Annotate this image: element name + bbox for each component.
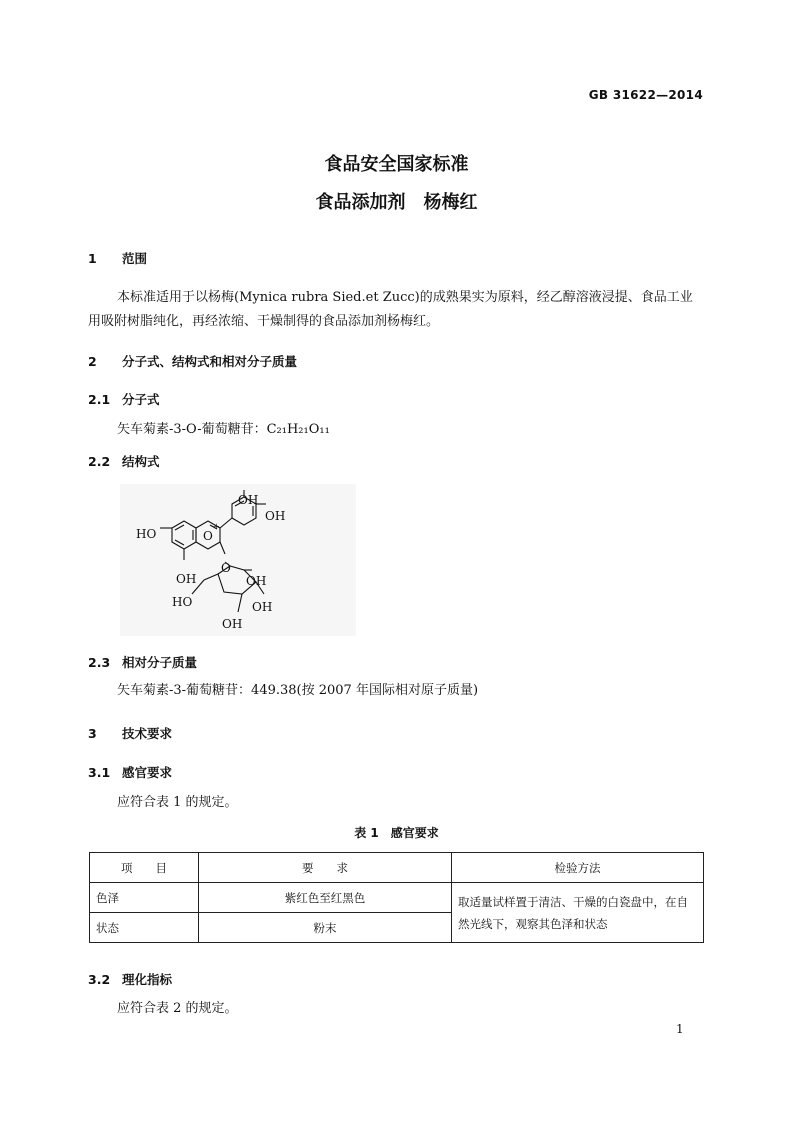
section-title: 分子式: [122, 392, 160, 407]
section-2-1-heading: [88, 390, 160, 408]
document-subtitle: 食品添加剂 杨梅红: [315, 192, 478, 213]
section-number: 3.1: [88, 765, 111, 780]
label-plus: +: [213, 522, 220, 531]
standard-number: GB 31622—2014: [588, 88, 703, 102]
label-oh-sugar-2: OH: [252, 600, 273, 614]
sensory-requirements-table: [89, 852, 704, 943]
section-2-3-heading: [88, 653, 197, 671]
section-title: 感官要求: [122, 765, 173, 780]
label-ho-sugar: HO: [172, 595, 193, 609]
column-header-requirement: 要 求: [199, 853, 452, 883]
section-number: 3.2: [88, 972, 111, 987]
section-number: 1: [88, 251, 97, 266]
section-title: 技术要求: [122, 726, 173, 741]
cell-item: 状态: [90, 913, 199, 943]
table-row: [90, 883, 704, 913]
section-number: 3: [88, 726, 97, 741]
section-title: 范围: [122, 251, 148, 266]
label-oh-sugar-1: OH: [246, 574, 267, 588]
section-3-1-text: 应符合表 1 的规定。: [117, 795, 238, 810]
document-title: 食品安全国家标准: [324, 154, 469, 175]
cell-item: 色泽: [90, 883, 199, 913]
label-oh-bottom: OH: [176, 572, 197, 586]
table-1-caption: 表 1 感官要求: [354, 826, 439, 840]
label-o-ring: O: [203, 529, 213, 543]
cell-requirement: 粉末: [199, 913, 452, 943]
section-number: 2: [88, 354, 97, 369]
section-2-heading: [88, 352, 297, 370]
section-2-2-heading: [88, 452, 160, 470]
label-oh-sugar-3: OH: [222, 617, 243, 631]
section-1-text: 本标准适用于以杨梅(Mynica rubra Sied.et Zucc)的成熟果实为原料，经乙醇溶液浸提、食品工业用吸附树脂纯化，再经浓缩、干燥制得的食品添加剂杨梅红。: [88, 290, 693, 329]
column-header-item: 项 目: [90, 853, 199, 883]
section-number: 2.2: [88, 454, 111, 469]
section-title: 分子式、结构式和相对分子质量: [122, 354, 298, 369]
cell-requirement: 紫红色至红黑色: [199, 883, 452, 913]
section-3-2-heading: [88, 970, 172, 988]
section-1-heading: [88, 249, 147, 267]
molecular-mass: 矢车菊素-3-葡萄糖苷：449.38(按 2007 年国际相对原子质量): [117, 683, 479, 698]
label-ho-left: HO: [136, 527, 157, 541]
section-number: 2.3: [88, 655, 111, 670]
structural-formula: [120, 484, 356, 636]
cell-method: 取适量试样置于清洁、干燥的白瓷盘中，在自然光线下，观察其色泽和状态: [452, 883, 704, 943]
label-o-glycoside: O: [221, 561, 231, 575]
section-3-2-text: 应符合表 2 的规定。: [117, 1001, 238, 1016]
structural-formula-drawing: [120, 484, 356, 636]
section-title: 理化指标: [122, 972, 173, 987]
section-title: 相对分子质量: [122, 655, 198, 670]
section-3-1-heading: [88, 763, 172, 781]
label-oh-right: OH: [265, 509, 286, 523]
section-number: 2.1: [88, 392, 111, 407]
label-oh-top: OH: [238, 493, 259, 507]
table-header-row: [90, 853, 704, 883]
molecular-formula: 矢车菊素-3-O-葡萄糖苷：C₂₁H₂₁O₁₁: [117, 422, 330, 437]
column-header-method: 检验方法: [452, 853, 704, 883]
section-3-heading: [88, 724, 172, 742]
page-number: 1: [676, 1022, 684, 1036]
section-title: 结构式: [122, 454, 160, 469]
